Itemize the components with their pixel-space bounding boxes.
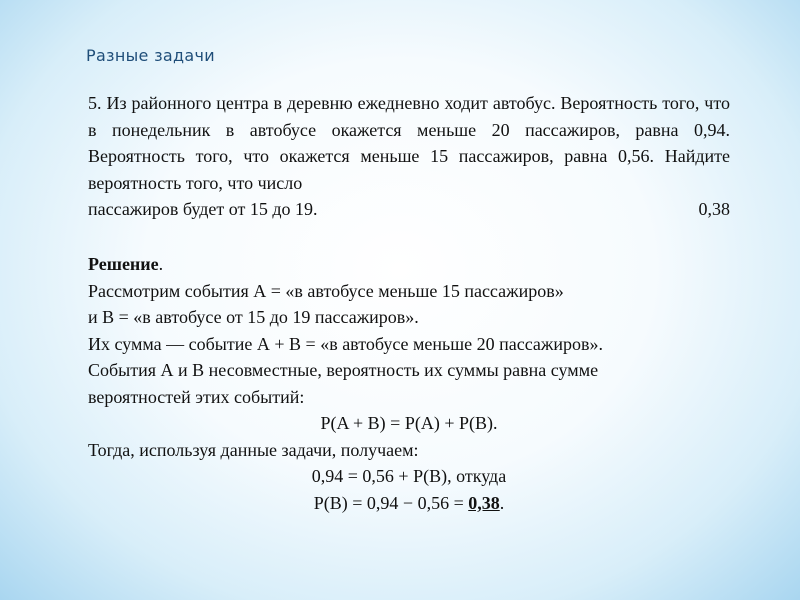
problem-text: 5. Из районного центра в деревню ежедневно ходит автобус. Вероятность того, что в понедельник в автобусе окажется меньше 20 пассажиров, равна 0,94. Вероятность того, что окажется меньше 15 пассажиров, равна 0,56. Найдите вероятность того, что число bbox=[88, 93, 730, 193]
solution-line: вероятностей этих событий: bbox=[88, 386, 305, 407]
solution-heading-dot: . bbox=[158, 254, 164, 274]
formula-sum: P(A + B) = P(A) + P(B). bbox=[320, 413, 498, 433]
equation-2-suffix: . bbox=[499, 492, 505, 513]
solution-heading-label: Решение bbox=[88, 254, 159, 274]
problem-statement bbox=[88, 90, 730, 223]
solution-line: и В = «в автобусе от 15 до 19 пассажиров». bbox=[88, 307, 419, 327]
slide-title: Разные задачи bbox=[86, 46, 215, 65]
problem-text-last: пассажиров будет от 15 до 19. bbox=[88, 199, 318, 219]
solution-heading bbox=[88, 251, 730, 278]
solution-line: Рассмотрим события А = «в автобусе меньше 15 пассажиров» bbox=[88, 280, 564, 301]
solution-line: События А и В несовместные, вероятность их суммы равна сумме bbox=[88, 360, 599, 380]
equation-2-prefix: P(B) = 0,94 − 0,56 = bbox=[313, 492, 469, 513]
problem-answer: 0,38 bbox=[698, 199, 730, 219]
solution-line: Их сумма — событие А + В = «в автобусе меньше 20 пассажиров». bbox=[88, 333, 603, 354]
equation-2 bbox=[88, 490, 730, 517]
problem-last-line bbox=[88, 196, 730, 223]
final-answer: 0,38 bbox=[468, 492, 500, 513]
solution bbox=[88, 251, 730, 516]
then-line: Тогда, используя данные задачи, получаем: bbox=[88, 439, 419, 460]
equation-1: 0,94 = 0,56 + P(B), откуда bbox=[311, 466, 507, 486]
